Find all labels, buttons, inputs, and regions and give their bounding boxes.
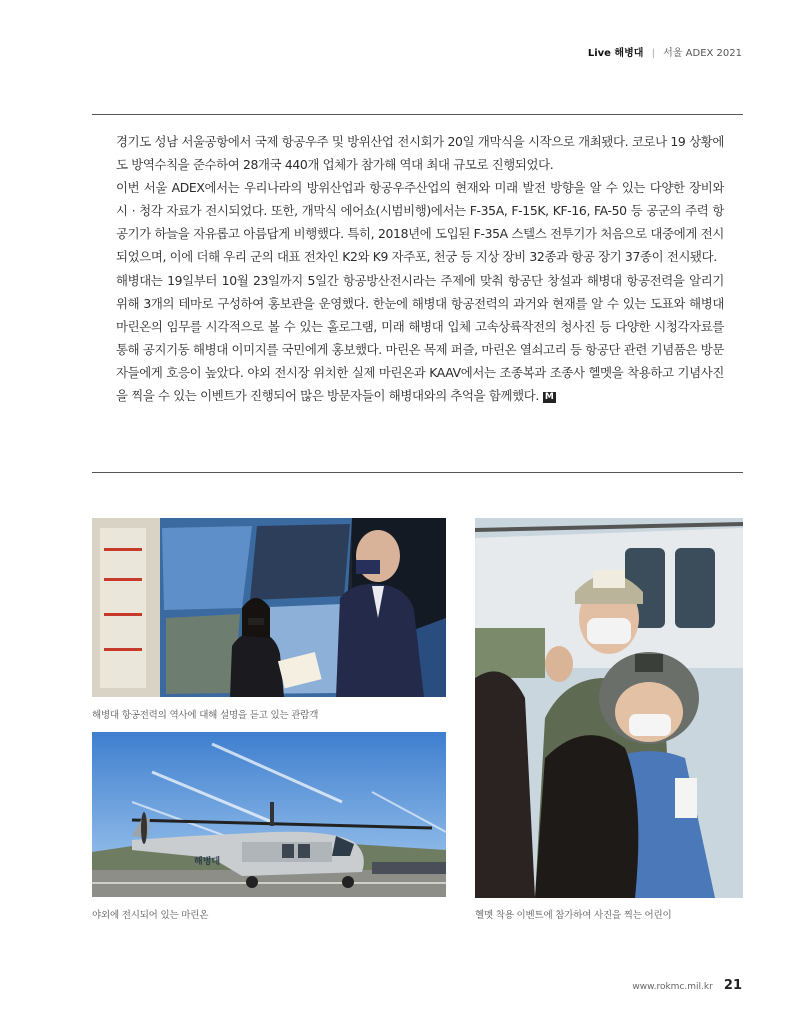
fuselage-marking: 해병대 [194,857,221,867]
footer-url: www.rokmc.mil.kr [632,982,713,992]
helmet-photo-caption: 헬멧 착용 이벤트에 참가하여 사진을 찍는 어린이 [475,910,672,921]
end-mark: M [544,392,554,403]
article-paragraph [116,269,724,408]
article-body [116,130,724,407]
header-section: Live 해병대 [587,48,644,59]
page-footer [632,974,742,993]
bottom-divider [92,472,743,473]
header-title: 서울 ADEX 2021 [663,48,742,59]
exhibit-photo [92,518,446,697]
header-separator: | [651,48,655,59]
page-header [588,44,742,59]
article-paragraph: 이번 서울 ADEX에서는 우리나라의 방위산업과 항공우주산업의 현재와 미래 발전 방향을 알 수 있는 다양한 장비와 시 · 청각 자료가 전시되었다. 또한, 개막식 에어쇼(시범비행)에서는 F-35A, F-15K, KF-16, FA-50 등 공군의 주력 항공기가 하늘을 자유롭고 아름답게 비행했다. 특히, 2018년에 도입된 F-35A 스텔스 전투기가 처음으로 대중에게 전시되었으며, 이에 더해 우리 군의 대표 전차인 K2와 K9 자주포, 천궁 등 지상 장비 32종과 항공 장기 37종이 전시됐다. [116,180,724,265]
article-paragraph: 경기도 성남 서울공항에서 국제 항공우주 및 방위산업 전시회가 20일 개막식을 시작으로 개최됐다. 코로나 19 상황에도 방역수칙을 준수하여 28개국 440개 업체가 참가해 역대 최대 규모로 진행되었다. [116,134,724,173]
exhibit-photo-caption: 해병대 항공전력의 역사에 대해 설명을 듣고 있는 관람객 [92,710,319,721]
top-divider [92,114,743,115]
helicopter-photo-caption: 야외에 전시되어 있는 마린온 [92,910,209,921]
helicopter-photo [92,732,446,897]
article-paragraph-text: 해병대는 19일부터 10월 23일까지 5일간 항공방산전시라는 주제에 맞춰 항공단 창설과 해병대 항공전력을 알리기 위해 3개의 테마로 구성하여 홍보관을 운영했다. 한눈에 해병대 항공전력의 과거와 현재를 알 수 있는 도표와 해병대 마린온의 임무를 시각적으로 볼 수 있는 홀로그램, 미래 해병대 입체 고속상륙작전의 청사진 등 다양한 시청각자료를 통해 공지기동 해병대 이미지를 국민에게 홍보했다. 마린온 목제 퍼즐, 마린온 열쇠고리 등 항공단 관련 기념품은 방문자들에게 호응이 높았다. 야외 전시장 위치한 실제 마린온과 KAAV에서는 조종복과 조종사 헬멧을 착용하고 기념사진을 찍을 수 있는 이벤트가 진행되어 많은 방문자들이 해병대와의 추억을 함께했다. [116,272,724,404]
helmet-photo [475,518,743,898]
page-number: 21 [723,978,742,993]
